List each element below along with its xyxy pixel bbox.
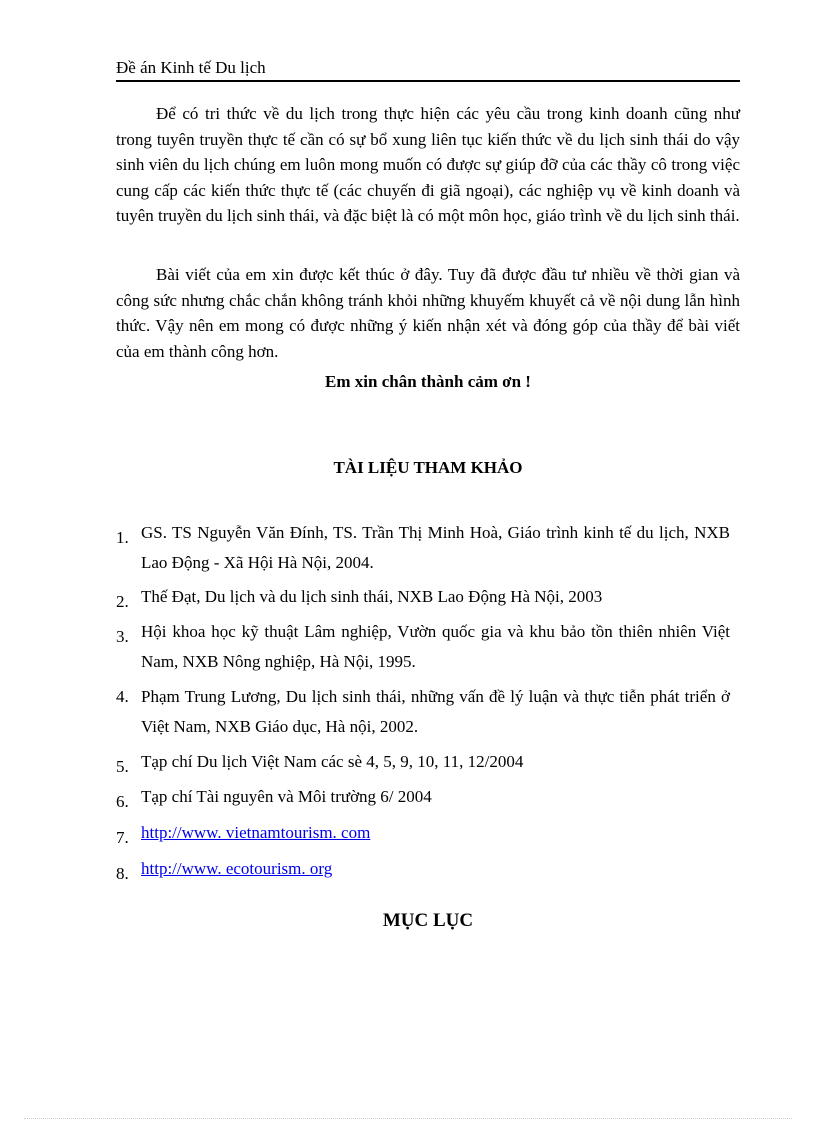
- reference-number: 3.: [116, 627, 129, 646]
- reference-number: 2.: [116, 592, 129, 611]
- reference-text: Hội khoa học kỹ thuật Lâm nghiệp, Vườn quốc gia và khu bảo tồn thiên nhiên Việt Nam, NXB Nông nghiệp, Hà Nội, 1995.: [141, 622, 730, 671]
- reference-text: Thế Đạt, Du lịch và du lịch sinh thái, NXB Lao Động Hà Nội, 2003: [141, 587, 603, 606]
- reference-number: 7.: [116, 828, 129, 847]
- reference-text: GS. TS Nguyễn Văn Đính, TS. Trần Thị Minh Hoà, Giáo trình kinh tế du lịch, NXB Lao Động - Xã Hội Hà Nội, 2004.: [141, 523, 730, 572]
- reference-text: Tạp chí Du lịch Việt Nam các sè 4, 5, 9, 10, 11, 12/2004: [141, 752, 524, 771]
- reference-text: Tạp chí Tài nguyên và Môi trường 6/ 2004: [141, 787, 432, 806]
- reference-text: Phạm Trung Lương, Du lịch sinh thái, những vấn đề lý luận và thực tiễn phát triển ở Việt Nam, NXB Giáo dục, Hà nội, 2002.: [141, 687, 730, 736]
- reference-item: [116, 682, 730, 742]
- table-of-contents-title: MỤC LỤC: [382, 910, 474, 931]
- reference-item: [116, 518, 730, 578]
- reference-link-ecotourism[interactable]: http://www. ecotourism. org: [141, 859, 333, 878]
- reference-item: [116, 617, 730, 677]
- reference-number: 5.: [116, 757, 129, 776]
- reference-number: 1.: [116, 528, 129, 547]
- references-list: [116, 518, 730, 884]
- closing-paragraph-2: Bài viết của em xin được kết thúc ở đây. Tuy đã được đầu tư nhiều về thời gian và công sức nhưng chắc chắn không tránh khỏi những khuyếm khuyết cả về nội dung lẫn hình thức. Vậy nên em mong có được những ý kiến nhận xét và đóng góp của thầy để bài viết của em thành công hơn.: [116, 265, 740, 361]
- reference-item: [116, 782, 730, 812]
- reference-link-vietnamtourism[interactable]: http://www. vietnamtourism. com: [141, 823, 371, 842]
- references-title: TÀI LIỆU THAM KHẢO: [333, 458, 523, 477]
- reference-item: [116, 818, 730, 848]
- header-title: Đề án Kinh tế Du lịch: [116, 58, 266, 77]
- reference-item: [116, 747, 730, 777]
- reference-number: 8.: [116, 864, 129, 883]
- reference-item: [116, 854, 730, 884]
- page-bottom-divider: [24, 1118, 792, 1119]
- reference-item: [116, 582, 730, 612]
- thanks-line: Em xin chân thành cảm ơn !: [325, 372, 531, 391]
- reference-number: 6.: [116, 792, 129, 811]
- closing-paragraph-1: Để có tri thức về du lịch trong thực hiện các yêu cầu trong kinh doanh cũng như trong tuyên truyền thực tế cần có sự bổ xung liên tục kiến thức về du lịch sinh thái do vậy sinh viên du lịch chúng em luôn mong muốn có được sự giúp đỡ của các thầy cô trong việc cung cấp các kiến thức thực tế (các chuyến đi giã ngoại), các nghiệp vụ về kinh doanh và tuyên truyền du lịch sinh thái, và đặc biệt là có một môn học, giáo trình về du lịch sinh thái.: [116, 104, 740, 226]
- reference-number: 4.: [116, 687, 129, 706]
- page-header: [116, 56, 740, 82]
